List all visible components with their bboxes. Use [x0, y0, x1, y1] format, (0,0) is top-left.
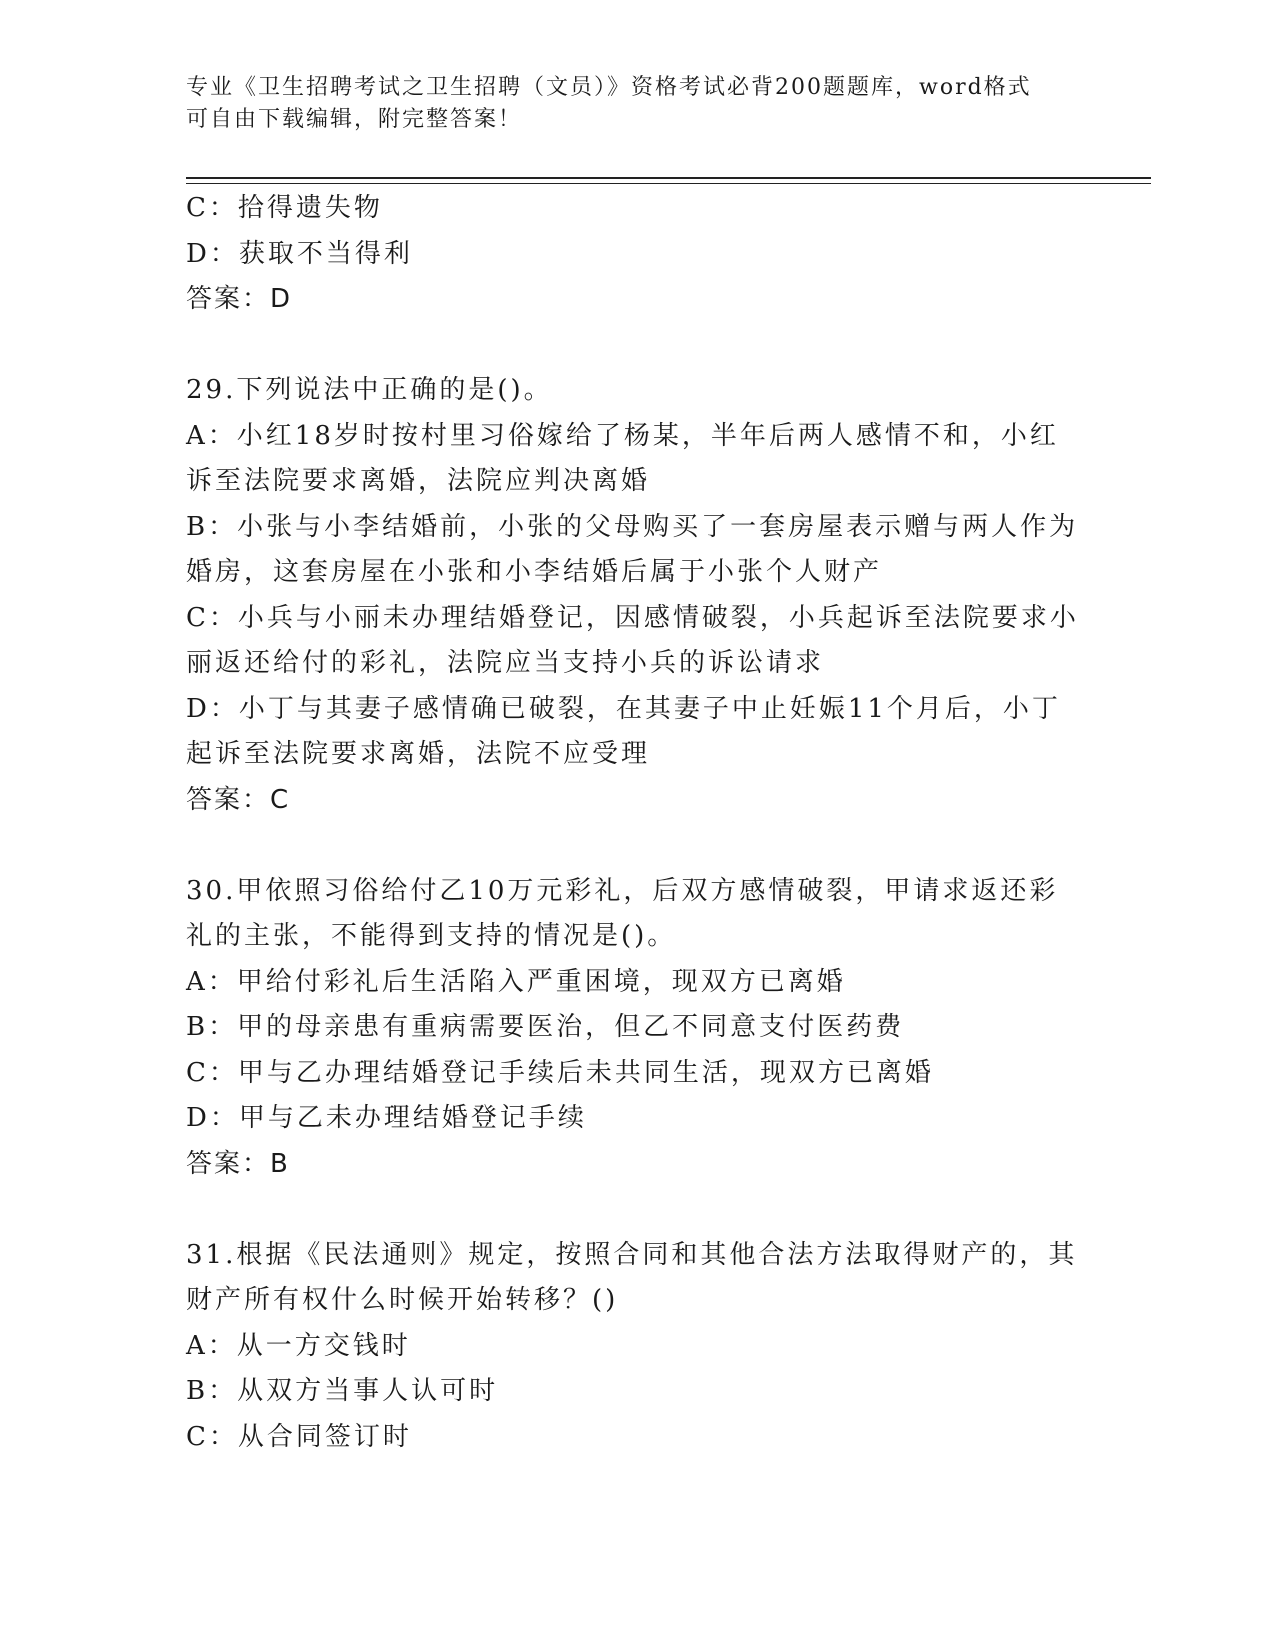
option-a-continued: 诉至法院要求离婚，法院应判决离婚 — [186, 466, 651, 496]
header-rule-thin — [186, 183, 1151, 184]
spacer — [186, 323, 1086, 369]
answer-label: 答案：B — [186, 1148, 290, 1179]
option-c: C：甲与乙办理结婚登记手续后未共同生活，现双方已离婚 — [186, 1057, 934, 1088]
option-d: D：获取不当得利 — [186, 238, 413, 269]
option-c: C：从合同签订时 — [186, 1421, 412, 1452]
option-b: B：小张与小李结婚前，小张的父母购买了一套房屋表示赠与两人作为 — [186, 511, 1079, 542]
option-d: D：小丁与其妻子感情确已破裂，在其妻子中止妊娠11个月后，小丁 — [186, 693, 1061, 724]
option-d-continued: 起诉至法院要求离婚，法院不应受理 — [186, 739, 651, 769]
option-a: A：小红18岁时按村里习俗嫁给了杨某，半年后两人感情不和，小红 — [186, 420, 1059, 451]
option-a: A：甲给付彩礼后生活陷入严重困境，现双方已离婚 — [186, 966, 846, 997]
answer-label: 答案：C — [186, 784, 291, 815]
option-c: C：拾得遗失物 — [186, 193, 383, 223]
question-stem: 29.下列说法中正确的是()。 — [186, 375, 553, 405]
spacer — [186, 823, 1086, 869]
document-body — [186, 186, 1086, 1460]
question-29 — [186, 368, 1086, 823]
answer-label: 答案：D — [186, 284, 293, 314]
question-stem-continued: 礼的主张，不能得到支持的情况是()。 — [186, 921, 677, 951]
question-31 — [186, 1233, 1086, 1461]
option-c-continued: 丽返还给付的彩礼，法院应当支持小兵的诉讼请求 — [186, 648, 825, 678]
question-stem: 30.甲依照习俗给付乙10万元彩礼，后双方感情破裂，甲请求返还彩 — [186, 875, 1059, 906]
option-c: C：小兵与小丽未办理结婚登记，因感情破裂，小兵起诉至法院要求小 — [186, 602, 1079, 633]
header-line-2: 可自由下载编辑，附完整答案！ — [186, 107, 523, 132]
question-stem-continued: 财产所有权什么时候开始转移？() — [186, 1285, 619, 1315]
document-header — [186, 72, 1066, 136]
question-28-tail — [186, 186, 1086, 323]
option-b-continued: 婚房，这套房屋在小张和小李结婚后属于小张个人财产 — [186, 557, 883, 587]
question-stem: 31.根据《民法通则》规定，按照合同和其他合法方法取得财产的，其 — [186, 1239, 1078, 1270]
option-b: B：从双方当事人认可时 — [186, 1376, 499, 1406]
option-a: A：从一方交钱时 — [186, 1330, 411, 1361]
option-d: D：甲与乙未办理结婚登记手续 — [186, 1103, 587, 1133]
header-line-1: 专业《卫生招聘考试之卫生招聘（文员）》资格考试必背200题题库，word格式 — [186, 75, 1032, 100]
header-rule-thick — [186, 177, 1151, 179]
spacer — [186, 1187, 1086, 1233]
option-b: B：甲的母亲患有重病需要医治，但乙不同意支付医药费 — [186, 1012, 905, 1042]
question-30 — [186, 869, 1086, 1188]
